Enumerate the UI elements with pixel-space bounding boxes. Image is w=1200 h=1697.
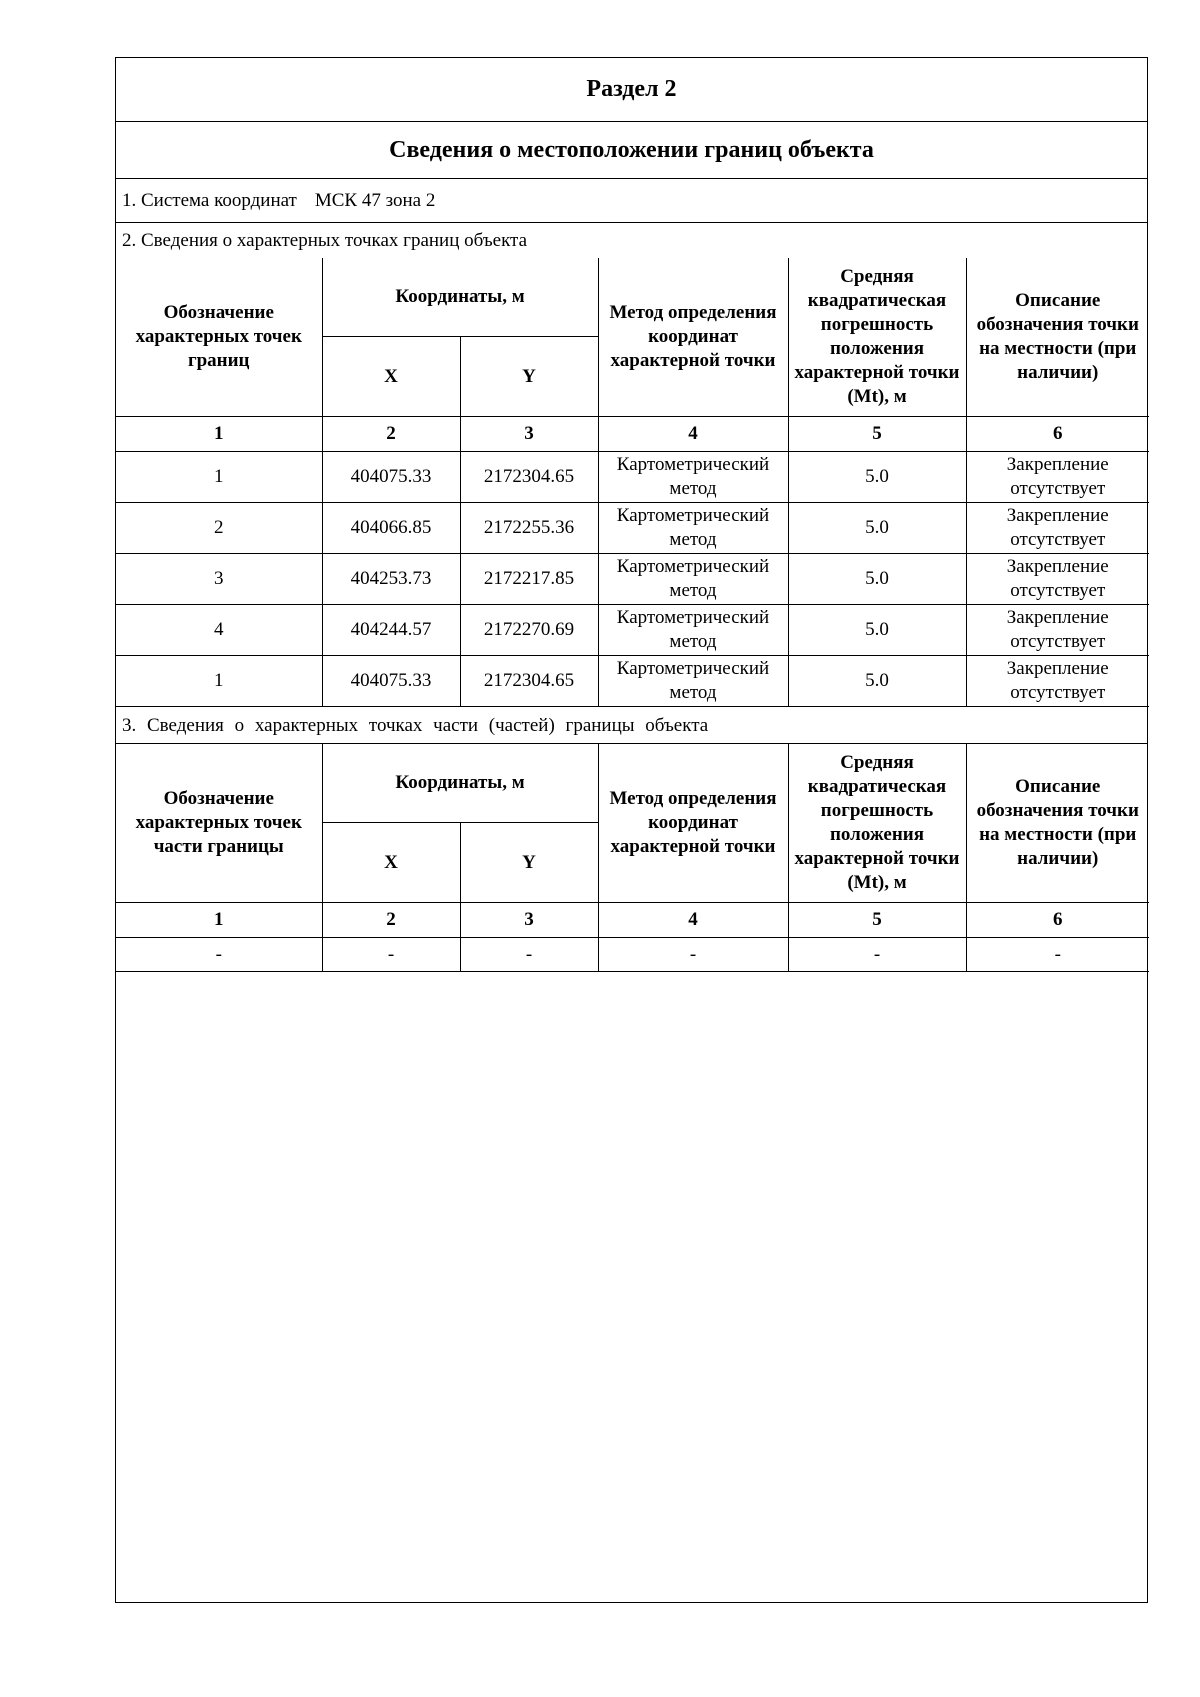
coord-system-label: 1. Система координат xyxy=(122,189,297,211)
header-point-label: Обозначение характерных точек части границы xyxy=(116,744,322,903)
cell-error: 5.0 xyxy=(788,656,966,707)
cell-description: Закрепление отсутствует xyxy=(966,452,1149,503)
parts-table xyxy=(116,744,1149,972)
section-subtitle: Сведения о местоположении границ объекта xyxy=(116,122,1147,179)
header-y: Y xyxy=(460,823,598,903)
header-description: Описание обозначения точки на местности (при наличии) xyxy=(966,744,1149,903)
cell-point: 3 xyxy=(116,554,322,605)
cell-x: 404066.85 xyxy=(322,503,460,554)
column-numbers-row xyxy=(116,903,1149,938)
cell-x: 404253.73 xyxy=(322,554,460,605)
table-row xyxy=(116,452,1149,503)
table-row xyxy=(116,938,1149,972)
cell-method: Картометрический метод xyxy=(598,452,788,503)
table-row xyxy=(116,656,1149,707)
column-number: 3 xyxy=(460,417,598,452)
cell-method: Картометрический метод xyxy=(598,656,788,707)
table-row xyxy=(116,554,1149,605)
table-row xyxy=(116,503,1149,554)
coord-system-value: МСК 47 зона 2 xyxy=(314,189,436,211)
cell-x: - xyxy=(322,938,460,972)
section-title: Раздел 2 xyxy=(116,58,1147,122)
cell-error: 5.0 xyxy=(788,554,966,605)
header-error: Средняя квадратическая погрешность положения характерной точки (Mt), м xyxy=(788,258,966,417)
cell-description: Закрепление отсутствует xyxy=(966,605,1149,656)
column-numbers-row xyxy=(116,417,1149,452)
header-method: Метод определения координат характерной точки xyxy=(598,744,788,903)
column-number: 2 xyxy=(322,903,460,938)
header-coords: Координаты, м xyxy=(322,744,598,823)
cell-method: Картометрический метод xyxy=(598,554,788,605)
column-number: 4 xyxy=(598,417,788,452)
cell-error: 5.0 xyxy=(788,452,966,503)
column-number: 4 xyxy=(598,903,788,938)
cell-y: 2172255.36 xyxy=(460,503,598,554)
column-number: 2 xyxy=(322,417,460,452)
cell-point: 4 xyxy=(116,605,322,656)
cell-method: Картометрический метод xyxy=(598,605,788,656)
points-section-label: 2. Сведения о характерных точках границ объекта xyxy=(122,229,528,251)
column-number: 3 xyxy=(460,903,598,938)
cell-y: 2172270.69 xyxy=(460,605,598,656)
points-table xyxy=(116,258,1149,707)
cell-y: 2172304.65 xyxy=(460,656,598,707)
cell-x: 404244.57 xyxy=(322,605,460,656)
header-description: Описание обозначения точки на местности (при наличии) xyxy=(966,258,1149,417)
column-number: 6 xyxy=(966,417,1149,452)
parts-section-label: 3. Сведения о характерных точках части (частей) границы объекта xyxy=(116,709,1147,744)
column-number: 5 xyxy=(788,417,966,452)
cell-point: - xyxy=(116,938,322,972)
cell-description: Закрепление отсутствует xyxy=(966,503,1149,554)
cell-y: 2172217.85 xyxy=(460,554,598,605)
column-number: 6 xyxy=(966,903,1149,938)
cell-description: Закрепление отсутствует xyxy=(966,554,1149,605)
header-y: Y xyxy=(460,337,598,417)
header-point-label: Обозначение характерных точек границ xyxy=(116,258,322,417)
cell-point: 1 xyxy=(116,452,322,503)
cell-point: 2 xyxy=(116,503,322,554)
cell-y: - xyxy=(460,938,598,972)
header-x: X xyxy=(322,823,460,903)
header-method: Метод определения координат характерной точки xyxy=(598,258,788,417)
cell-x: 404075.33 xyxy=(322,656,460,707)
cell-point: 1 xyxy=(116,656,322,707)
document-frame xyxy=(115,57,1148,1603)
header-error: Средняя квадратическая погрешность положения характерной точки (Mt), м xyxy=(788,744,966,903)
cell-error: - xyxy=(788,938,966,972)
cell-y: 2172304.65 xyxy=(460,452,598,503)
header-x: X xyxy=(322,337,460,417)
cell-method: Картометрический метод xyxy=(598,503,788,554)
column-number: 1 xyxy=(116,417,322,452)
column-number: 5 xyxy=(788,903,966,938)
column-number: 1 xyxy=(116,903,322,938)
cell-x: 404075.33 xyxy=(322,452,460,503)
cell-method: - xyxy=(598,938,788,972)
header-coords: Координаты, м xyxy=(322,258,598,337)
cell-error: 5.0 xyxy=(788,605,966,656)
cell-error: 5.0 xyxy=(788,503,966,554)
cell-description: - xyxy=(966,938,1149,972)
coord-system-line xyxy=(116,179,1147,223)
table-row xyxy=(116,605,1149,656)
cell-description: Закрепление отсутствует xyxy=(966,656,1149,707)
